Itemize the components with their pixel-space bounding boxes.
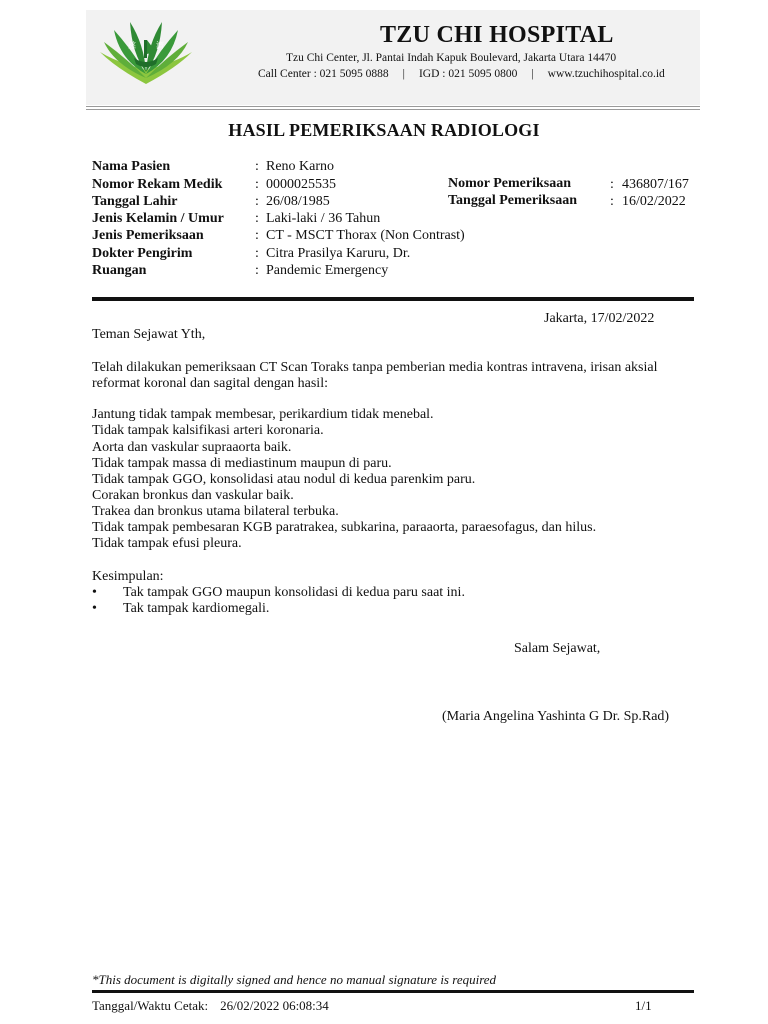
footer-divider (92, 990, 694, 993)
field-label: Nama Pasien (92, 159, 171, 174)
room: Pandemic Emergency (266, 263, 389, 278)
field-colon: : (255, 246, 259, 261)
finding-line: Aorta dan vaskular supraaorta baik. (92, 440, 292, 455)
field-colon: : (255, 263, 259, 278)
bullet-icon: • (92, 585, 97, 600)
finding-line: Tidak tampak massa di mediastinum maupun di paru. (92, 456, 392, 471)
separator: | (402, 68, 405, 80)
print-label: Tanggal/Waktu Cetak: (92, 998, 209, 1013)
field-colon: : (255, 211, 259, 226)
field-label: Jenis Kelamin / Umur (92, 211, 224, 226)
conclusion-item: Tak tampak GGO maupun konsolidasi di kedua paru saat ini. (123, 585, 465, 600)
svg-text:濟: 濟 (156, 41, 164, 50)
patient-name: Reno Karno (266, 159, 335, 174)
finding-line: Trakea dan bronkus utama bilateral terbuka. (92, 504, 339, 519)
field-label: Nomor Pemeriksaan (448, 176, 571, 191)
page-number: 1/1 (635, 998, 652, 1013)
field-label: Tanggal Pemeriksaan (448, 193, 577, 208)
field-colon: : (610, 177, 614, 192)
svg-text:慈: 慈 (128, 41, 136, 50)
hospital-name: TZU CHI HOSPITAL (380, 22, 614, 48)
field-colon: : (255, 177, 259, 192)
field-label: Nomor Rekam Medik (92, 177, 223, 192)
header-divider (86, 106, 700, 107)
field-label: Jenis Pemeriksaan (92, 228, 204, 243)
field-label: Dokter Pengirim (92, 246, 193, 261)
closing: Salam Sejawat, (514, 641, 601, 656)
separator: | (531, 68, 534, 80)
signatory: (Maria Angelina Yashinta G Dr. Sp.Rad) (442, 709, 670, 724)
print-timestamp (92, 998, 329, 1014)
document-title: HASIL PEMERIKSAAN RADIOLOGI (228, 120, 540, 140)
exam-type: CT - MSCT Thorax (Non Contrast) (266, 228, 465, 243)
website-link[interactable]: www.tzuchihospital.co.id (547, 68, 665, 80)
birth-date: 26/08/1985 (266, 194, 330, 209)
referring-doctor: Citra Prasilya Karuru, Dr. (266, 246, 411, 261)
field-label: Tanggal Lahir (92, 194, 178, 209)
digital-signature-note: *This document is digitally signed and hence no manual signature is required (92, 972, 497, 987)
finding-line: Tidak tampak efusi pleura. (92, 536, 242, 551)
bullet-icon: • (92, 601, 97, 616)
hospital-address: Tzu Chi Center, Jl. Pantai Indah Kapuk Boulevard, Jakarta Utara 14470 (286, 52, 617, 64)
field-colon: : (255, 159, 259, 174)
finding-line: Tidak tampak GGO, konsolidasi atau nodul di kedua parenkim paru. (92, 472, 476, 487)
call-center: Call Center : 021 5095 0888 (258, 68, 389, 80)
field-colon: : (255, 194, 259, 209)
conclusion-item: Tak tampak kardiomegali. (123, 601, 270, 616)
intro-line: Telah dilakukan pemeriksaan CT Scan Toraks tanpa pemberian media kontras intravena, irisan aksial (92, 360, 658, 375)
finding-line: Corakan bronkus dan vaskular baik. (92, 488, 294, 503)
exam-date: 16/02/2022 (622, 194, 686, 209)
hospital-contacts (258, 68, 665, 80)
intro-line: reformat koronal dan sagital dengan hasil: (92, 376, 328, 391)
place-date: Jakarta, 17/02/2022 (544, 311, 655, 326)
finding-line: Tidak tampak kalsifikasi arteri koronaria. (92, 423, 324, 438)
finding-line: Tidak tampak pembesaran KGB paratrakea, subkarina, paraaorta, paraesofagus, dan hilus. (92, 520, 597, 535)
header-divider (86, 109, 700, 110)
igd-number: IGD : 021 5095 0800 (418, 68, 518, 80)
exam-number: 436807/167 (622, 177, 689, 192)
hospital-logo (96, 18, 196, 90)
field-colon: : (610, 194, 614, 209)
section-divider (92, 297, 694, 301)
salutation: Teman Sejawat Yth, (92, 327, 206, 342)
conclusion-label: Kesimpulan: (92, 569, 164, 584)
finding-line: Jantung tidak tampak membesar, perikardium tidak menebal. (92, 407, 434, 422)
field-colon: : (255, 228, 259, 243)
print-value: 26/02/2022 06:08:34 (220, 998, 329, 1013)
sex-age: Laki-laki / 36 Tahun (266, 211, 381, 226)
medical-record-number: 0000025535 (266, 177, 336, 192)
field-label: Ruangan (92, 263, 147, 278)
